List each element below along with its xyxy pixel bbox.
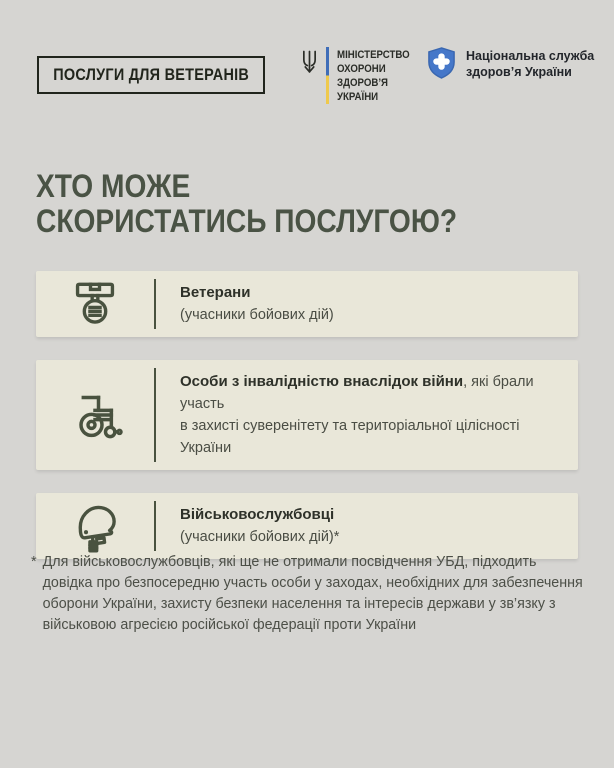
trident-icon	[301, 50, 318, 79]
nszu-name-line: здоров’я України	[466, 65, 572, 79]
card-text	[156, 360, 578, 470]
nszu-name	[466, 46, 594, 80]
footnote	[31, 552, 583, 636]
page-title	[36, 169, 515, 239]
eligibility-cards	[36, 271, 578, 559]
helmet-icon	[36, 499, 154, 553]
program-badge	[37, 56, 265, 94]
card-title-line	[180, 504, 339, 526]
card-disabled-war-veterans	[36, 360, 578, 470]
medal-icon	[36, 277, 154, 331]
ministry-name-line: УКРАЇНИ	[337, 91, 379, 103]
footnote-text: Для військовослужбовців, які ще не отримали посвідчення УБД, підходить довідка про безпосередню участь особи у заходах, необхідних для забезпечення оборони України, захисту безпеки населення та інтересів держави у зв’язку з військовою агресією російської федерації проти України	[42, 554, 583, 633]
ministry-name-line: МІНІСТЕРСТВО	[337, 49, 410, 61]
card-text-line2: в захисті суверенітету та територіальної цілісності України	[180, 418, 520, 456]
card-title-line	[180, 371, 570, 459]
program-badge-label: ПОСЛУГИ ДЛЯ ВЕТЕРАНІВ	[53, 65, 249, 84]
card-text	[156, 493, 347, 559]
nszu-name-line: Національна служба	[466, 49, 595, 63]
card-title-bold: Ветерани	[180, 284, 251, 301]
card-servicemembers	[36, 493, 578, 559]
ministry-name-line: ОХОРОНИ	[337, 63, 386, 75]
page-title-line1: ХТО МОЖЕ	[36, 168, 191, 204]
card-subtitle: (учасники бойових дій)	[180, 307, 334, 323]
card-subtitle: (учасники бойових дій)*	[180, 529, 340, 545]
card-text	[156, 271, 342, 337]
card-veterans	[36, 271, 578, 337]
ministry-of-health-logo	[301, 47, 420, 104]
wheelchair-icon	[36, 387, 154, 443]
card-title-rest: , які брали участь	[180, 374, 534, 412]
nszu-logo	[426, 46, 594, 85]
shield-cross-icon	[426, 46, 457, 85]
card-title-bold: Військовослужбовці	[180, 506, 335, 523]
ministry-name	[337, 47, 420, 104]
ministry-name-line: ЗДОРОВ’Я	[337, 77, 388, 89]
card-title-line	[180, 282, 334, 304]
footnote-asterisk: *	[31, 554, 37, 570]
card-title-bold: Особи з інвалідністю внаслідок війни	[180, 373, 464, 390]
page-title-line2: СКОРИСТАТИСЬ ПОСЛУГОЮ?	[36, 203, 458, 239]
flag-divider-bar	[326, 47, 329, 104]
